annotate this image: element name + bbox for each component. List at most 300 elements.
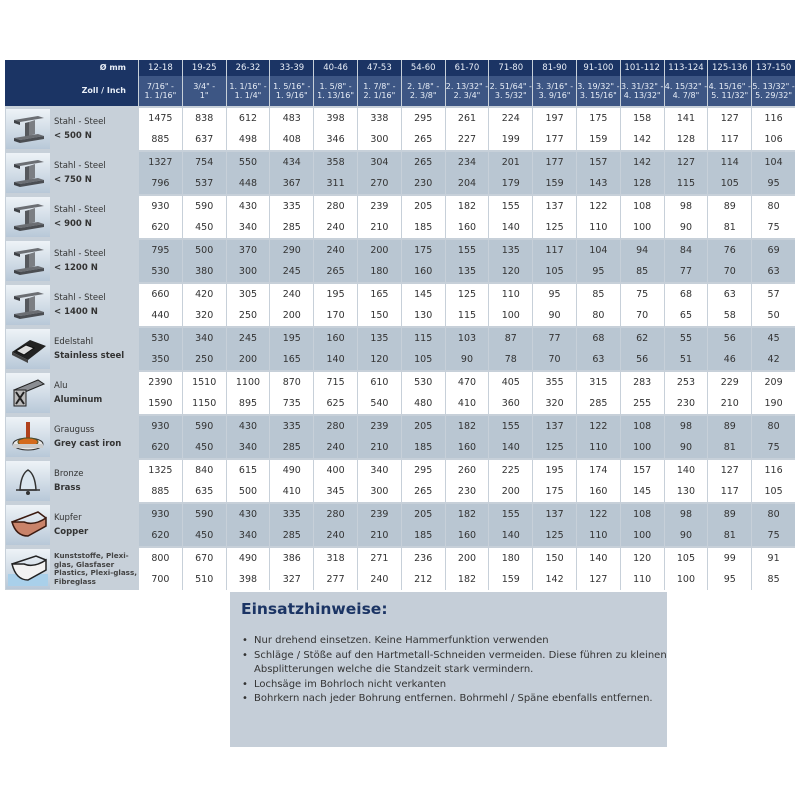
rpm-value-min: 159 <box>576 129 620 150</box>
rpm-value-min: 160 <box>445 217 489 238</box>
rpm-value-max: 420 <box>182 282 226 305</box>
rpm-value-max: 229 <box>707 370 751 393</box>
column-header-inch <box>226 76 270 106</box>
column-header-mm: 33-39 <box>269 60 313 76</box>
rpm-value-max: 76 <box>707 238 751 261</box>
rpm-value-max: 55 <box>664 326 708 349</box>
rpm-value-min: 199 <box>488 129 532 150</box>
inch-range-end: 5. 29/32" <box>755 91 793 100</box>
rpm-value-max: 68 <box>576 326 620 349</box>
rpm-value-max: 430 <box>226 194 270 217</box>
rpm-value-min: 270 <box>357 173 401 194</box>
rpm-value-max: 94 <box>620 238 664 261</box>
material-name-en: Brass <box>54 483 81 493</box>
rpm-value-min: 100 <box>664 569 708 590</box>
rpm-value-min: 143 <box>576 173 620 194</box>
material-name <box>54 467 83 495</box>
rpm-value-max: 260 <box>445 458 489 481</box>
rpm-value-max: 140 <box>576 546 620 569</box>
inch-range-end: 1" <box>199 91 209 100</box>
rpm-value-min: 42 <box>751 349 795 370</box>
rpm-value-max: 340 <box>182 326 226 349</box>
inch-range-end: 1. 9/16" <box>275 91 308 100</box>
rpm-value-max: 98 <box>664 194 708 217</box>
inch-range-end: 5. 11/32" <box>711 91 749 100</box>
rpm-value-min: 367 <box>269 173 313 194</box>
rpm-value-min: 440 <box>138 305 182 326</box>
rpm-value-min: 340 <box>226 217 270 238</box>
column-header-inch <box>707 76 751 106</box>
material-name <box>54 115 106 143</box>
inch-range-end: 2. 3/8" <box>409 91 437 100</box>
rpm-value-min: 85 <box>751 569 795 590</box>
material-name <box>54 159 106 187</box>
rpm-value-min: 105 <box>751 481 795 502</box>
rpm-value-min: 450 <box>182 217 226 238</box>
rpm-value-min: 70 <box>707 261 751 282</box>
rpm-value-max: 530 <box>138 326 182 349</box>
table-row <box>5 414 795 437</box>
rpm-value-min: 450 <box>182 437 226 458</box>
column-header-inch <box>576 76 620 106</box>
rpm-value-max: 930 <box>138 502 182 525</box>
material-name <box>54 247 106 275</box>
rpm-value-min: 500 <box>226 481 270 502</box>
material-name <box>54 552 138 586</box>
rpm-value-max: 612 <box>226 106 270 129</box>
rpm-value-max: 930 <box>138 194 182 217</box>
rpm-value-max: 1325 <box>138 458 182 481</box>
rpm-value-max: 271 <box>357 546 401 569</box>
rpm-value-max: 182 <box>445 194 489 217</box>
rpm-value-max: 85 <box>576 282 620 305</box>
rpm-value-max: 1510 <box>182 370 226 393</box>
rpm-value-min: 398 <box>226 569 270 590</box>
rpm-value-max: 175 <box>401 238 445 261</box>
table-row <box>5 326 795 349</box>
rpm-value-max: 840 <box>182 458 226 481</box>
rpm-value-max: 69 <box>751 238 795 261</box>
rpm-value-min: 190 <box>751 393 795 414</box>
rpm-value-max: 239 <box>357 194 401 217</box>
rpm-value-max: 182 <box>445 502 489 525</box>
rpm-value-max: 335 <box>269 414 313 437</box>
column-header-inch <box>751 76 795 106</box>
rpm-value-max: 158 <box>620 106 664 129</box>
rpm-value-min: 150 <box>357 305 401 326</box>
column-header-inch <box>445 76 489 106</box>
rpm-value-min: 1150 <box>182 393 226 414</box>
rpm-value-min: 885 <box>138 481 182 502</box>
material-name-en: Aluminum <box>54 395 103 405</box>
rpm-value-min: 63 <box>751 261 795 282</box>
rpm-value-min: 250 <box>226 305 270 326</box>
column-header-mm: 125-136 <box>707 60 751 76</box>
notes-title: Einsatzhinweise: <box>241 600 388 618</box>
rpm-value-min: 210 <box>357 437 401 458</box>
rpm-value-min: 240 <box>313 525 357 546</box>
inch-range-start: 5. 13/32" - <box>752 81 795 91</box>
rpm-value-min: 110 <box>576 217 620 238</box>
rpm-value-max: 195 <box>269 326 313 349</box>
rpm-value-max: 157 <box>620 458 664 481</box>
rpm-value-min: 185 <box>401 525 445 546</box>
rpm-value-min: 360 <box>488 393 532 414</box>
rpm-value-max: 155 <box>488 502 532 525</box>
rpm-value-max: 98 <box>664 502 708 525</box>
rpm-value-min: 625 <box>313 393 357 414</box>
header-row-mm <box>5 60 795 76</box>
rpm-value-max: 1327 <box>138 150 182 173</box>
material-name-en: < 1400 N <box>54 307 98 317</box>
rpm-value-max: 660 <box>138 282 182 305</box>
material-name-en: Plastics, Plexi-glass, Fibreglass <box>54 568 137 586</box>
rpm-value-max: 99 <box>707 546 751 569</box>
rpm-value-min: 240 <box>313 217 357 238</box>
material-name-en: < 900 N <box>54 219 92 229</box>
rpm-value-max: 142 <box>620 150 664 173</box>
rpm-value-min: 285 <box>269 217 313 238</box>
inch-range-start: 2. 1/8" - <box>407 81 440 91</box>
rpm-value-max: 115 <box>401 326 445 349</box>
inch-range-start: 2. 13/32" - <box>445 81 489 91</box>
inch-range-end: 1. 1/16" <box>144 91 177 100</box>
rpm-value-min: 895 <box>226 393 270 414</box>
column-header-inch <box>138 76 182 106</box>
inch-range-start: 1. 5/16" - <box>273 81 311 91</box>
rpm-value-max: 1475 <box>138 106 182 129</box>
rpm-value-min: 160 <box>445 525 489 546</box>
rpm-value-max: 265 <box>401 150 445 173</box>
rpm-value-max: 175 <box>576 106 620 129</box>
rpm-value-min: 410 <box>445 393 489 414</box>
rpm-value-min: 125 <box>532 525 576 546</box>
rpm-value-max: 205 <box>401 194 445 217</box>
column-header-mm: 137-150 <box>751 60 795 76</box>
rpm-value-max: 483 <box>269 106 313 129</box>
steel-beam-icon <box>6 109 50 149</box>
column-header-mm: 113-124 <box>664 60 708 76</box>
rpm-value-min: 250 <box>182 349 226 370</box>
rpm-value-max: 550 <box>226 150 270 173</box>
rpm-value-max: 116 <box>751 106 795 129</box>
rpm-value-max: 68 <box>664 282 708 305</box>
column-header-inch <box>620 76 664 106</box>
rpm-value-max: 590 <box>182 502 226 525</box>
rpm-value-max: 180 <box>488 546 532 569</box>
rpm-value-max: 295 <box>401 106 445 129</box>
rpm-value-max: 108 <box>620 502 664 525</box>
rpm-value-min: 285 <box>269 437 313 458</box>
rpm-value-max: 56 <box>707 326 751 349</box>
rpm-value-max: 370 <box>226 238 270 261</box>
material-name-en: < 750 N <box>54 175 92 185</box>
rpm-value-max: 490 <box>269 458 313 481</box>
rpm-value-max: 137 <box>532 414 576 437</box>
inch-range-end: 3. 5/32" <box>494 91 527 100</box>
rpm-value-min: 105 <box>707 173 751 194</box>
rpm-value-min: 142 <box>532 569 576 590</box>
material-label-cell <box>5 238 138 282</box>
rpm-value-max: 224 <box>488 106 532 129</box>
rpm-value-max: 335 <box>269 502 313 525</box>
rpm-value-max: 280 <box>313 414 357 437</box>
rpm-value-max: 155 <box>488 414 532 437</box>
column-header-mm: 54-60 <box>401 60 445 76</box>
rpm-value-max: 386 <box>269 546 313 569</box>
column-header-mm: 91-100 <box>576 60 620 76</box>
rpm-value-min: 56 <box>620 349 664 370</box>
rpm-value-max: 283 <box>620 370 664 393</box>
steel-beam-icon <box>6 197 50 237</box>
inch-range-start: 1. 1/16" - <box>229 81 267 91</box>
rpm-value-min: 346 <box>313 129 357 150</box>
rpm-value-max: 135 <box>357 326 401 349</box>
rpm-value-min: 380 <box>182 261 226 282</box>
plastic-gutter-icon <box>6 549 50 589</box>
rpm-value-min: 120 <box>488 261 532 282</box>
rpm-value-max: 240 <box>313 238 357 261</box>
rpm-value-max: 75 <box>620 282 664 305</box>
table-row <box>5 370 795 393</box>
rpm-value-max: 122 <box>576 194 620 217</box>
rpm-value-min: 127 <box>576 569 620 590</box>
rpm-table <box>5 60 795 590</box>
rpm-value-min: 311 <box>313 173 357 194</box>
header-row-inch <box>5 76 795 106</box>
rpm-value-max: 150 <box>532 546 576 569</box>
rpm-value-max: 358 <box>313 150 357 173</box>
material-name-en: Copper <box>54 527 89 537</box>
material-name-de: Edelstahl <box>54 337 94 347</box>
rpm-value-min: 75 <box>751 217 795 238</box>
rpm-value-max: 754 <box>182 150 226 173</box>
rpm-value-max: 470 <box>445 370 489 393</box>
rpm-value-min: 340 <box>226 525 270 546</box>
inch-range-start: 2. 51/64" - <box>489 81 532 91</box>
rpm-value-min: 110 <box>576 437 620 458</box>
rpm-value-max: 195 <box>313 282 357 305</box>
rpm-value-max: 95 <box>532 282 576 305</box>
column-header-inch <box>357 76 401 106</box>
table-row <box>5 106 795 129</box>
rpm-value-max: 280 <box>313 194 357 217</box>
rpm-value-min: 117 <box>707 481 751 502</box>
table-row <box>5 546 795 569</box>
rpm-value-min: 110 <box>576 525 620 546</box>
rpm-value-min: 95 <box>576 261 620 282</box>
rpm-value-max: 127 <box>707 458 751 481</box>
rpm-value-min: 185 <box>401 217 445 238</box>
rpm-value-max: 57 <box>751 282 795 305</box>
material-name-de: Stahl - Steel <box>54 293 106 303</box>
material-name-de: Stahl - Steel <box>54 161 106 171</box>
rpm-value-max: 400 <box>313 458 357 481</box>
column-header-mm: 101-112 <box>620 60 664 76</box>
material-name-en: < 1200 N <box>54 263 98 273</box>
rpm-value-max: 137 <box>532 502 576 525</box>
rpm-value-min: 77 <box>664 261 708 282</box>
rpm-value-max: 104 <box>751 150 795 173</box>
inch-range-end: 2. 1/16" <box>363 91 396 100</box>
material-label-cell <box>5 282 138 326</box>
rpm-value-min: 160 <box>401 261 445 282</box>
rpm-value-min: 265 <box>401 129 445 150</box>
rpm-value-min: 50 <box>751 305 795 326</box>
rpm-value-min: 620 <box>138 525 182 546</box>
rpm-value-min: 240 <box>357 569 401 590</box>
rpm-value-min: 115 <box>445 305 489 326</box>
material-name <box>54 511 88 539</box>
note-item: • Lochsäge im Bohrloch nicht verkanten <box>254 678 674 693</box>
rpm-value-min: 106 <box>751 129 795 150</box>
rpm-value-max: 430 <box>226 502 270 525</box>
rpm-value-max: 108 <box>620 414 664 437</box>
rpm-value-max: 116 <box>751 458 795 481</box>
rpm-value-min: 100 <box>488 305 532 326</box>
rpm-value-max: 140 <box>664 458 708 481</box>
rpm-value-min: 327 <box>269 569 313 590</box>
rpm-value-max: 104 <box>576 238 620 261</box>
rpm-value-max: 295 <box>401 458 445 481</box>
column-header-inch <box>532 76 576 106</box>
table-row <box>5 238 795 261</box>
rpm-value-max: 98 <box>664 414 708 437</box>
rpm-value-min: 448 <box>226 173 270 194</box>
rpm-value-max: 490 <box>226 546 270 569</box>
rpm-value-min: 105 <box>532 261 576 282</box>
rpm-value-min: 128 <box>620 173 664 194</box>
inch-range-start: 1. 5/8" - <box>319 81 352 91</box>
rpm-value-max: 114 <box>707 150 751 173</box>
aluminum-profile-icon <box>6 373 50 413</box>
inch-range-end: 4. 13/32" <box>623 91 661 100</box>
column-header-mm: 12-18 <box>138 60 182 76</box>
rpm-value-max: 870 <box>269 370 313 393</box>
rpm-value-min: 796 <box>138 173 182 194</box>
column-header-inch <box>269 76 313 106</box>
rpm-value-min: 540 <box>357 393 401 414</box>
rpm-value-min: 85 <box>620 261 664 282</box>
steel-beam-icon <box>6 241 50 281</box>
cast-iron-icon <box>6 417 50 457</box>
rpm-value-max: 125 <box>445 282 489 305</box>
rpm-value-min: 620 <box>138 437 182 458</box>
inch-label: Zoll / Inch <box>5 76 138 106</box>
rpm-value-min: 480 <box>401 393 445 414</box>
material-name-de: Alu <box>54 381 68 391</box>
inch-range-start: 3/4" - <box>193 81 216 91</box>
rpm-value-min: 300 <box>357 481 401 502</box>
rpm-value-max: 174 <box>576 458 620 481</box>
rpm-value-max: 120 <box>620 546 664 569</box>
material-name <box>54 335 124 363</box>
rpm-value-min: 159 <box>532 173 576 194</box>
rpm-value-max: 108 <box>620 194 664 217</box>
rpm-value-max: 80 <box>751 194 795 217</box>
rpm-value-min: 300 <box>226 261 270 282</box>
rpm-value-min: 95 <box>751 173 795 194</box>
rpm-value-max: 122 <box>576 414 620 437</box>
material-name <box>54 379 102 407</box>
rpm-value-max: 200 <box>445 546 489 569</box>
column-header-mm: 40-46 <box>313 60 357 76</box>
rpm-value-max: 1100 <box>226 370 270 393</box>
rpm-value-min: 90 <box>664 217 708 238</box>
material-name <box>54 203 106 231</box>
rpm-value-min: 300 <box>357 129 401 150</box>
rpm-value-min: 700 <box>138 569 182 590</box>
rpm-value-min: 230 <box>445 481 489 502</box>
rpm-value-max: 84 <box>664 238 708 261</box>
rpm-value-min: 140 <box>488 217 532 238</box>
rpm-value-min: 245 <box>269 261 313 282</box>
rpm-value-max: 315 <box>576 370 620 393</box>
rpm-value-max: 239 <box>357 502 401 525</box>
rpm-value-min: 185 <box>401 437 445 458</box>
rpm-value-max: 177 <box>532 150 576 173</box>
rpm-value-min: 160 <box>445 437 489 458</box>
rpm-value-min: 210 <box>357 217 401 238</box>
rpm-value-min: 240 <box>313 437 357 458</box>
rpm-value-max: 398 <box>313 106 357 129</box>
column-header-mm: 81-90 <box>532 60 576 76</box>
rpm-value-min: 285 <box>576 393 620 414</box>
rpm-value-max: 355 <box>532 370 576 393</box>
material-label-cell <box>5 326 138 370</box>
material-label-cell <box>5 106 138 150</box>
table-row <box>5 150 795 173</box>
column-header-inch <box>401 76 445 106</box>
rpm-value-min: 75 <box>751 437 795 458</box>
column-header-mm: 26-32 <box>226 60 270 76</box>
material-name-en: Stainless steel <box>54 351 125 361</box>
rpm-value-max: 500 <box>182 238 226 261</box>
rpm-value-max: 2390 <box>138 370 182 393</box>
rpm-value-min: 182 <box>445 569 489 590</box>
rpm-value-min: 165 <box>269 349 313 370</box>
rpm-value-min: 537 <box>182 173 226 194</box>
rpm-value-min: 125 <box>532 437 576 458</box>
rpm-value-min: 142 <box>620 129 664 150</box>
rpm-value-max: 45 <box>751 326 795 349</box>
rpm-value-max: 89 <box>707 502 751 525</box>
rpm-value-min: 81 <box>707 217 751 238</box>
rpm-value-min: 65 <box>664 305 708 326</box>
column-header-inch <box>182 76 226 106</box>
rpm-value-max: 205 <box>401 414 445 437</box>
rpm-value-min: 105 <box>401 349 445 370</box>
rpm-value-max: 165 <box>357 282 401 305</box>
rpm-value-max: 89 <box>707 194 751 217</box>
mm-label: Ø mm <box>5 60 138 76</box>
rpm-value-max: 434 <box>269 150 313 173</box>
table-row <box>5 502 795 525</box>
rpm-value-min: 81 <box>707 525 751 546</box>
inch-range-end: 2. 3/4" <box>453 91 481 100</box>
column-header-mm: 71-80 <box>488 60 532 76</box>
material-name-de: Kupfer <box>54 513 82 523</box>
rpm-value-min: 177 <box>532 129 576 150</box>
rpm-value-min: 120 <box>357 349 401 370</box>
table-row <box>5 282 795 305</box>
rpm-value-min: 265 <box>401 481 445 502</box>
rpm-value-max: 530 <box>401 370 445 393</box>
rpm-value-max: 590 <box>182 194 226 217</box>
rpm-value-max: 225 <box>488 458 532 481</box>
rpm-value-min: 130 <box>664 481 708 502</box>
rpm-value-max: 197 <box>532 106 576 129</box>
